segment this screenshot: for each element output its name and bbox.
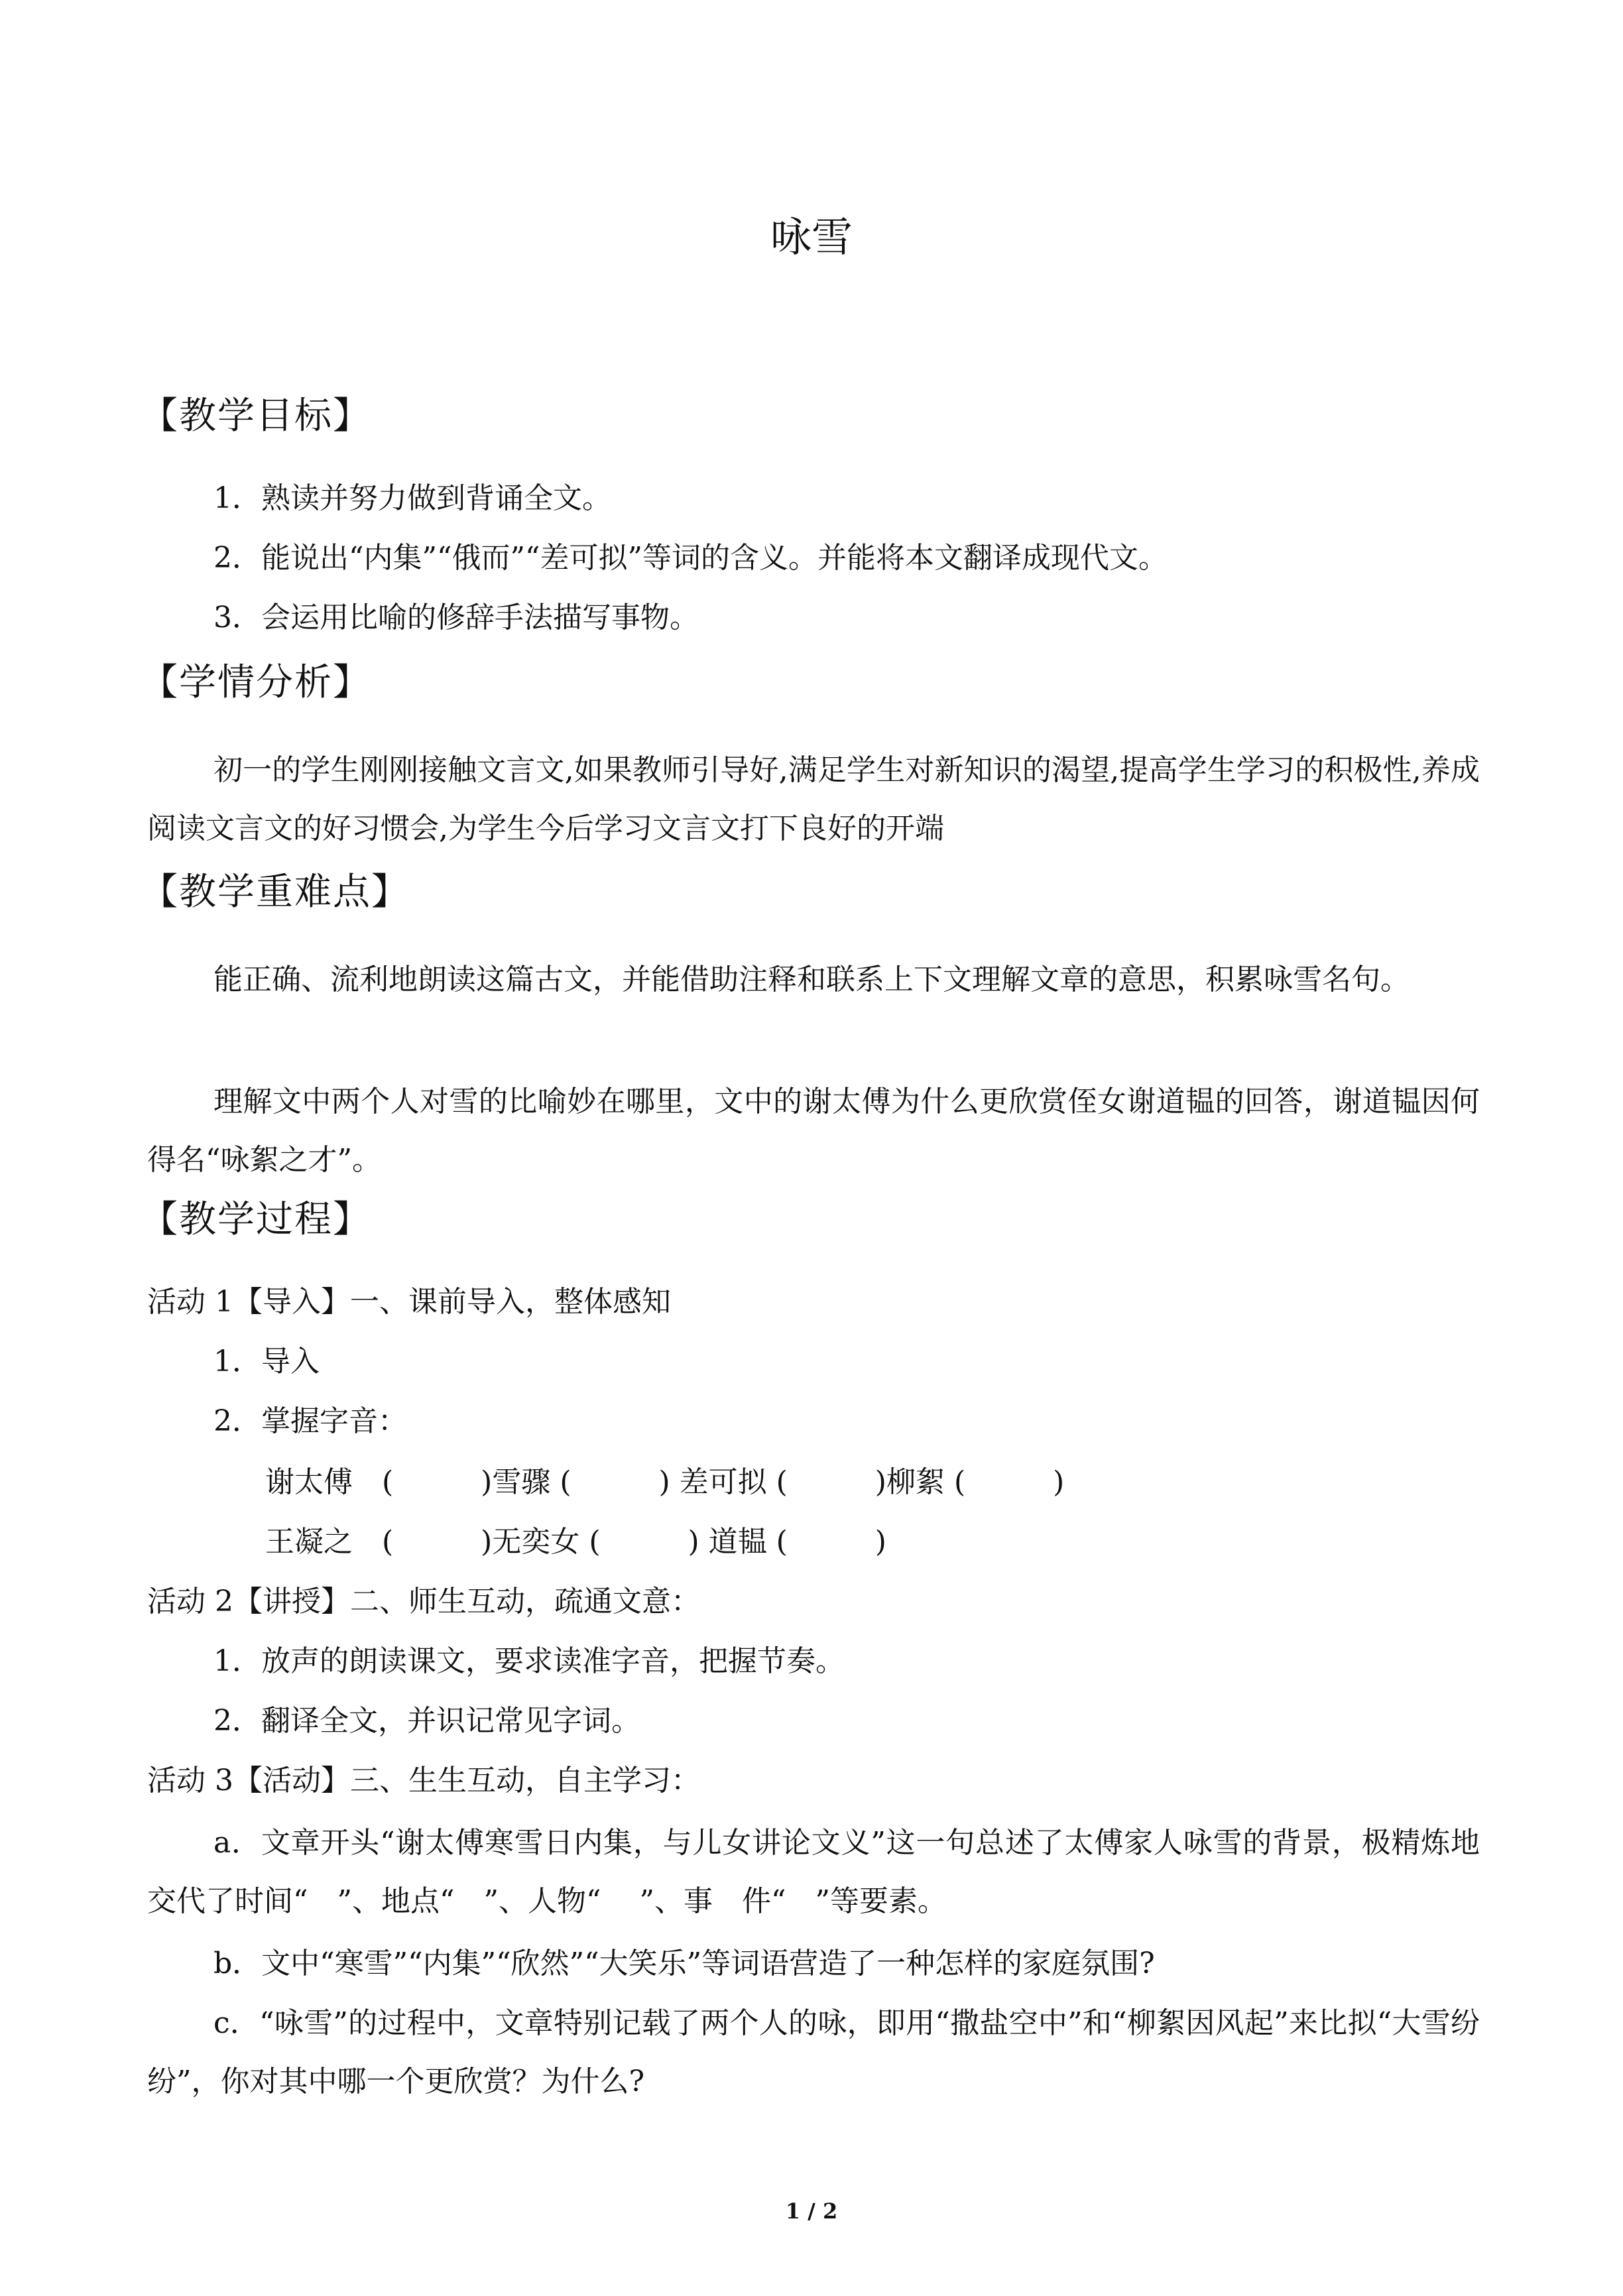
difficulties-paragraph-1: 能正确、流利地朗读这篇古文，并能借助注释和联系上下文理解文章的意思，积累咏雪名句。: [213, 963, 1410, 997]
activity2-title: 活动 2【讲授】二、师生互动，疏通文意：: [147, 1585, 700, 1618]
activity2-item-2: 2．翻译全文，并识记常见字词。: [213, 1704, 640, 1738]
activity3-question-a: a．文章开头“谢太傅寒雪日内集，与儿女讲论文义”这一句总述了太傅家人咏雪的背景，极精炼地交代了时间“ ”、地点“ ”、人物“ ”、事 件“ ”等要素。: [147, 1826, 1480, 1918]
activity1-item-1: 1．导入: [213, 1345, 320, 1378]
process-heading: 【教学过程】: [141, 1198, 371, 1241]
pinyin-row-1: 谢太傅 ( )雪骤 ( ) 差可拟 ( )柳絮 ( ): [265, 1465, 1065, 1499]
page-title: 咏雪: [770, 213, 853, 261]
activity2-item-1: 1．放声的朗读课文，要求读准字音，把握节奏。: [213, 1644, 845, 1678]
analysis-paragraph: 初一的学生刚刚接触文言文,如果教师引导好,满足学生对新知识的渴望,提高学生学习的积极性,养成阅读文言文的好习惯会,为学生今后学习文言文打下良好的开端: [147, 753, 1480, 845]
goal-item-2: 2．能说出“内集”“俄而”“差可拟”等词的含义。并能将本文翻译成现代文。: [213, 541, 1168, 575]
analysis-heading: 【学情分析】: [141, 661, 371, 704]
page-number: 1 / 2: [785, 2199, 838, 2224]
goals-heading: 【教学目标】: [141, 394, 371, 438]
activity1-item-2: 2．掌握字音：: [213, 1404, 407, 1438]
difficulties-paragraph-2: 理解文中两个人对雪的比喻妙在哪里，文中的谢太傅为什么更欣赏侄女谢道韫的回答，谢道韫因何得名“咏絮之才”。: [147, 1085, 1480, 1177]
activity1-title: 活动 1【导入】一、课前导入，整体感知: [147, 1285, 671, 1319]
goal-item-1: 1．熟读并努力做到背诵全文。: [213, 481, 611, 515]
activity3-title: 活动 3【活动】三、生生互动，自主学习：: [147, 1764, 700, 1797]
activity3-question-b: b．文中“寒雪”“内集”“欣然”“大笑乐”等词语营造了一种怎样的家庭氛围?: [213, 1947, 1155, 1980]
difficulties-heading: 【教学重难点】: [141, 871, 410, 914]
goal-item-3: 3．会运用比喻的修辞手法描写事物。: [213, 601, 699, 634]
activity3-question-c: c．“咏雪”的过程中，文章特别记载了两个人的咏，即用“撒盐空中”和“柳絮因风起”来比拟“大雪纷纷”，你对其中哪一个更欣赏？为什么?: [147, 2006, 1480, 2098]
pinyin-row-2: 王凝之 ( )无奕女 ( ) 道韫 ( ): [265, 1525, 886, 1559]
